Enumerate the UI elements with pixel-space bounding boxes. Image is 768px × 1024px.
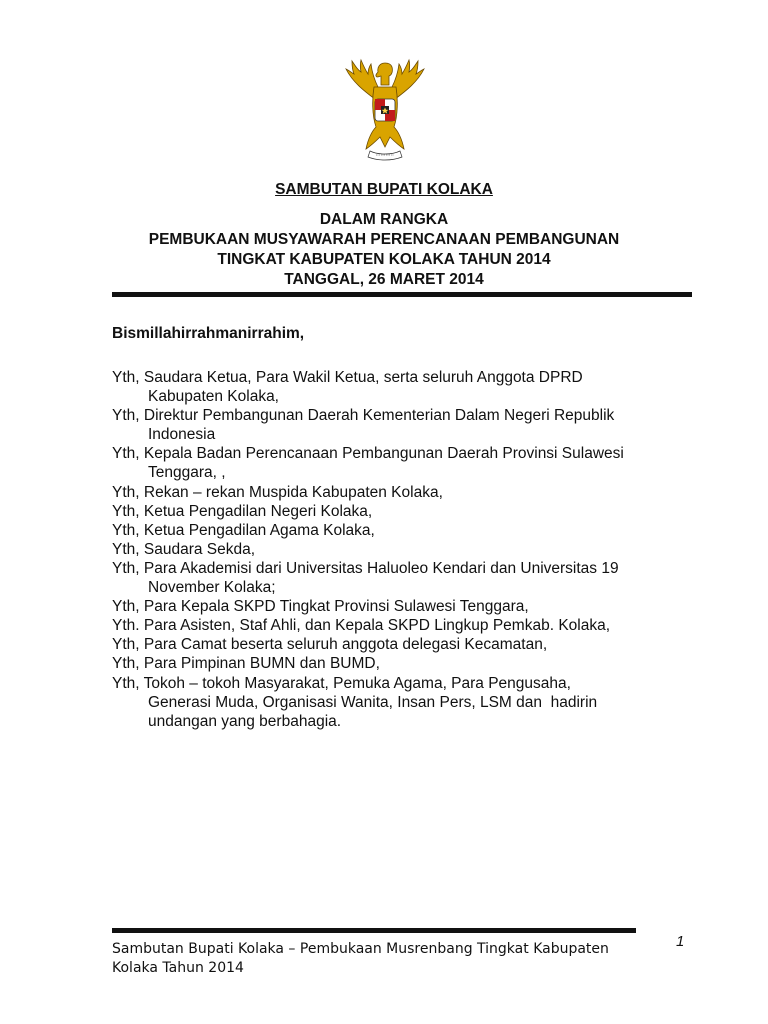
addressee-line: Yth, Tokoh – tokoh Masyarakat, Pemuka Agama, Para Pengusaha, xyxy=(112,674,571,692)
document-subtitle xyxy=(0,210,768,290)
page-number: 1 xyxy=(676,933,685,950)
addressee-line: Yth, Para Akademisi dari Universitas Haluoleo Kendari dan Universitas 19 xyxy=(112,559,619,577)
addressee-line: Yth, Ketua Pengadilan Negeri Kolaka, xyxy=(112,502,373,520)
addressee-list xyxy=(112,368,688,731)
garuda-emblem-icon xyxy=(340,55,430,165)
addressee-line: Yth, Kepala Badan Perencanaan Pembangunan Daerah Provinsi Sulawesi xyxy=(112,445,624,463)
addressee-line: Yth, Saudara Ketua, Para Wakil Ketua, serta seluruh Anggota DPRD xyxy=(112,369,583,386)
subtitle-line: PEMBUKAAN MUSYAWARAH PERENCANAAN PEMBANGUNAN xyxy=(148,231,620,248)
addressee-line: Yth, Para Camat beserta seluruh anggota delegasi Kecamatan, xyxy=(112,636,548,654)
subtitle-line: TINGKAT KABUPATEN KOLAKA TAHUN 2014 xyxy=(217,251,551,268)
addressee-continuation: Indonesia xyxy=(148,426,216,444)
addressee-line: Yth. Para Asisten, Staf Ahli, dan Kepala SKPD Lingkup Pemkab. Kolaka, xyxy=(112,617,611,635)
subtitle-line: DALAM RANGKA xyxy=(319,211,449,228)
addressee-continuation: November Kolaka; xyxy=(148,579,276,597)
addressee-line: Yth, Direktur Pembangunan Daerah Kementerian Dalam Negeri Republik xyxy=(112,407,615,425)
header-divider xyxy=(112,292,692,297)
footer-text: Sambutan Bupati Kolaka – Pembukaan Musrenbang Tingkat Kabupaten Kolaka Tahun 2014 xyxy=(112,941,609,976)
addressee-line: Yth, Para Kepala SKPD Tingkat Provinsi Sulawesi Tenggara, xyxy=(112,598,529,616)
addressee-continuation: Kabupaten Kolaka, xyxy=(148,388,279,406)
addressee-line: Yth, Saudara Sekda, xyxy=(112,540,256,558)
addressee-line: Yth, Ketua Pengadilan Agama Kolaka, xyxy=(112,521,375,539)
subtitle-line: TANGGAL, 26 MARET 2014 xyxy=(284,271,484,288)
footer-divider xyxy=(112,928,636,933)
addressee-continuation: Tenggara, , xyxy=(148,464,226,482)
document-title: SAMBUTAN BUPATI KOLAKA xyxy=(275,181,493,198)
addressee-continuation: Generasi Muda, Organisasi Wanita, Insan Pers, LSM dan hadirin xyxy=(148,693,598,711)
addressee-continuation: undangan yang berbahagia. xyxy=(148,712,342,730)
addressee-line: Yth, Para Pimpinan BUMN dan BUMD, xyxy=(112,655,380,673)
addressee-line: Yth, Rekan – rekan Muspida Kabupaten Kolaka, xyxy=(112,483,443,501)
greeting: Bismillahirrahmanirrahim, xyxy=(112,325,305,342)
